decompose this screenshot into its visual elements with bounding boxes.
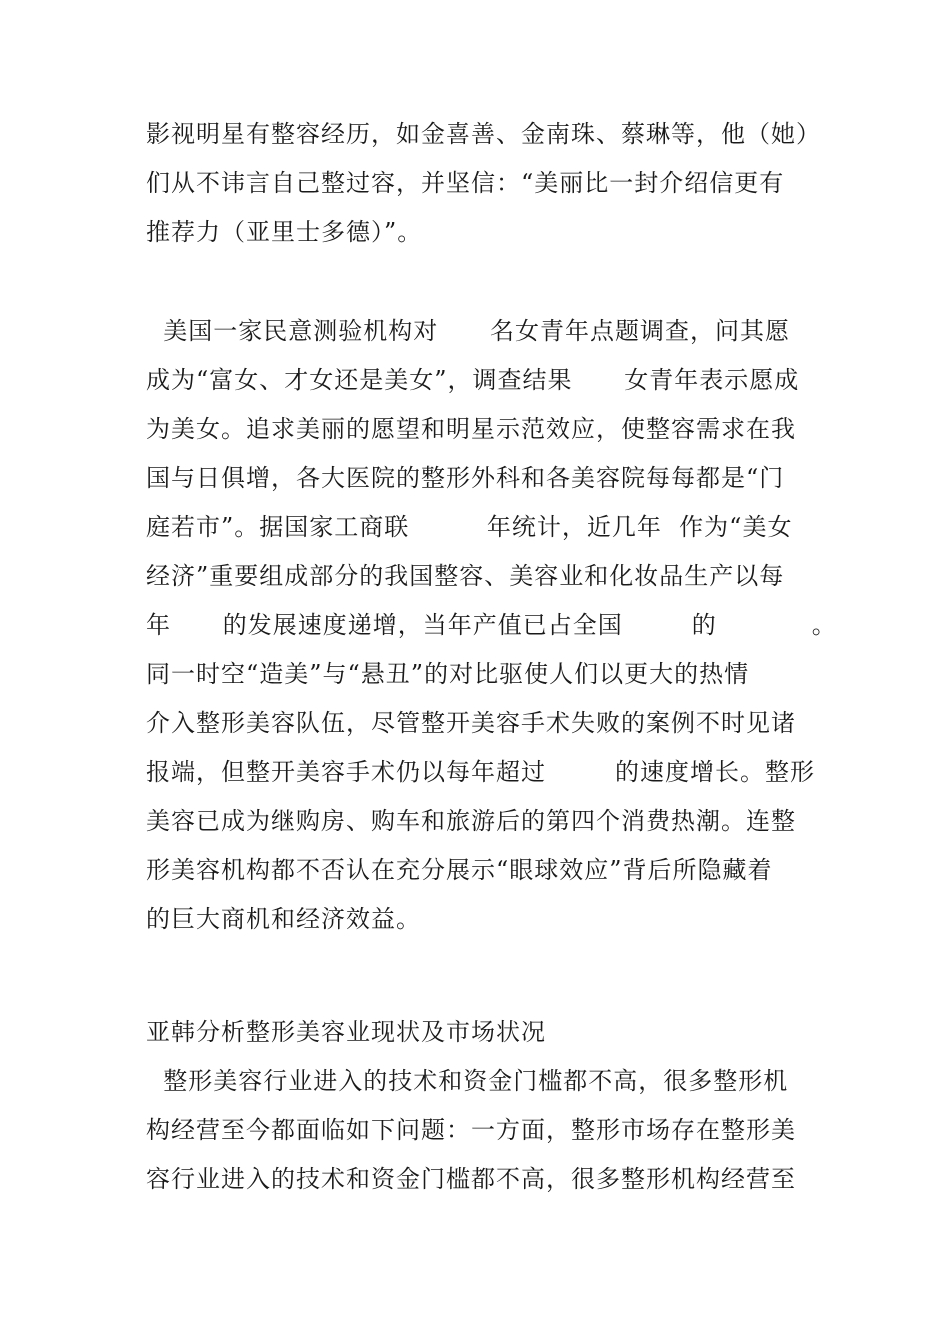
- section-heading: 亚韩分析整形美容业现状及市场状况: [146, 1018, 546, 1046]
- paragraph-line: 同一时空“造美”与“悬丑”的对比驱使人们以更大的热情: [146, 660, 750, 688]
- paragraph-line: 经济”重要组成部分的我国整容、美容业和化妆品生产以每: [146, 562, 785, 590]
- paragraph-line: 的巨大商机和经济效益。: [146, 905, 421, 933]
- paragraph-line: 美容已成为继购房、购车和旅游后的第四个消费热潮。连整: [146, 807, 796, 835]
- paragraph-line: 国与日俱增，各大医院的整形外科和各美容院每每都是“门: [146, 464, 785, 492]
- paragraph-line: 介入整形美容队伍，尽管整开美容手术失败的案例不时见诸: [146, 709, 796, 737]
- paragraph-line: 庭若市”。据国家工商联 年统计，近几年 作为“美女: [146, 513, 793, 541]
- paragraph-line: 成为“富女、才女还是美女”，调查结果 女青年表示愿成: [146, 366, 800, 394]
- paragraph-line: 报端，但整开美容手术仍以每年超过 的速度增长。整形: [146, 758, 816, 786]
- paragraph-line: 们从不讳言自己整过容，并坚信：“美丽比一封介绍信更有: [146, 169, 785, 197]
- paragraph-line: 年 的发展速度递增，当年产值已占全国 的 。: [146, 611, 837, 639]
- paragraph-line: 为美女。追求美丽的愿望和明星示范效应，使整容需求在我: [146, 415, 796, 443]
- paragraph-line: 构经营至今都面临如下问题：一方面，整形市场存在整形美: [146, 1116, 796, 1144]
- paragraph-line: 整形美容行业进入的技术和资金门槛都不高，很多整形机: [146, 1067, 789, 1095]
- paragraph-line: 推荐力（亚里士多德）”。: [146, 218, 423, 246]
- paragraph-line: 美国一家民意测验机构对 名女青年点题调查，问其愿: [146, 317, 791, 345]
- paragraph-line: 形美容机构都不否认在充分展示“眼球效应”背后所隐藏着: [146, 856, 773, 884]
- paragraph-line: 容行业进入的技术和资金门槛都不高，很多整形机构经营至: [146, 1165, 796, 1193]
- paragraph-line: 影视明星有整容经历，如金喜善、金南珠、蔡琳等，他（她）: [146, 120, 821, 148]
